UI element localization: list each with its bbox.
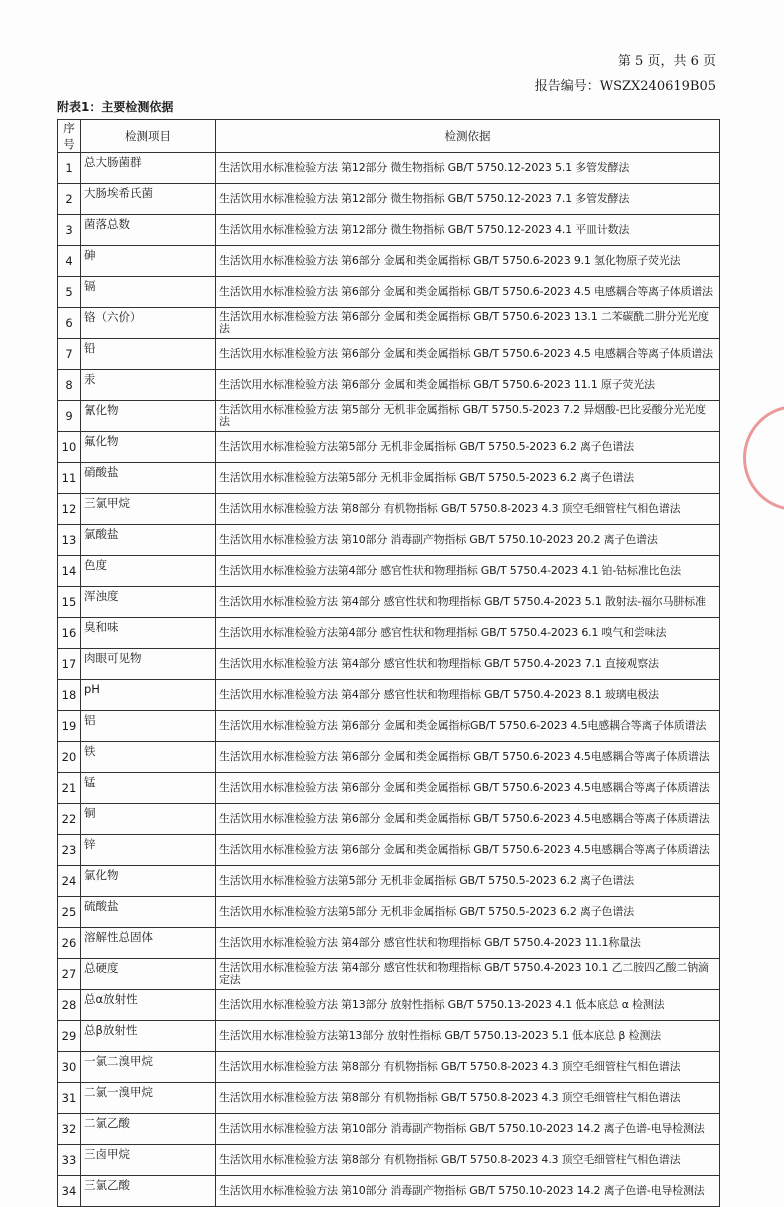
- table-row: [58, 432, 720, 463]
- row-number: 17: [58, 649, 81, 680]
- table-row: [58, 556, 720, 587]
- test-item: 氯化物: [81, 866, 216, 897]
- table-row: [58, 246, 720, 277]
- table-header-row: [58, 120, 720, 153]
- row-number: 7: [58, 339, 81, 370]
- test-item: 铬（六价）: [81, 308, 216, 339]
- test-item: pH: [81, 680, 216, 711]
- row-number: 1: [58, 153, 81, 184]
- test-basis: 生活饮用水标准检验方法第4部分 感官性状和物理指标 GB/T 5750.4-2023 6.1 嗅气和尝味法: [216, 618, 720, 649]
- test-item: 二氯乙酸: [81, 1114, 216, 1145]
- test-basis: 生活饮用水标准检验方法第5部分 无机非金属指标 GB/T 5750.5-2023 6.2 离子色谱法: [216, 897, 720, 928]
- table-row: [58, 339, 720, 370]
- table-row: [58, 494, 720, 525]
- table-row: [58, 618, 720, 649]
- test-basis: 生活饮用水标准检验方法 第4部分 感官性状和物理指标 GB/T 5750.4-2023 7.1 直接观察法: [216, 649, 720, 680]
- table-row: [58, 1145, 720, 1176]
- test-item: 氟化物: [81, 432, 216, 463]
- table-row: [58, 184, 720, 215]
- test-item: 氯酸盐: [81, 525, 216, 556]
- test-item: 镉: [81, 277, 216, 308]
- test-basis: 生活饮用水标准检验方法 第4部分 感官性状和物理指标 GB/T 5750.4-2023 11.1称量法: [216, 928, 720, 959]
- test-item: 总β放射性: [81, 1021, 216, 1052]
- row-number: 10: [58, 432, 81, 463]
- row-number: 13: [58, 525, 81, 556]
- test-basis: 生活饮用水标准检验方法第4部分 感官性状和物理指标 GB/T 5750.4-2023 4.1 铂-钴标准比色法: [216, 556, 720, 587]
- test-item: 浑浊度: [81, 587, 216, 618]
- table-row: [58, 1176, 720, 1207]
- test-basis: 生活饮用水标准检验方法 第4部分 感官性状和物理指标 GB/T 5750.4-2023 5.1 散射法-福尔马肼标准: [216, 587, 720, 618]
- table-row: [58, 1114, 720, 1145]
- row-number: 15: [58, 587, 81, 618]
- test-item: 铁: [81, 742, 216, 773]
- test-item: 总α放射性: [81, 990, 216, 1021]
- table-row: [58, 370, 720, 401]
- test-basis: 生活饮用水标准检验方法 第13部分 放射性指标 GB/T 5750.13-2023 4.1 低本底总 α 检测法: [216, 990, 720, 1021]
- row-number: 14: [58, 556, 81, 587]
- test-basis: 生活饮用水标准检验方法 第6部分 金属和类金属指标 GB/T 5750.6-2023 4.5电感耦合等离子体质谱法: [216, 773, 720, 804]
- test-item: 色度: [81, 556, 216, 587]
- test-basis: 生活饮用水标准检验方法 第8部分 有机物指标 GB/T 5750.8-2023 4.3 顶空毛细管柱气相色谱法: [216, 494, 720, 525]
- test-basis: 生活饮用水标准检验方法 第6部分 金属和类金属指标 GB/T 5750.6-2023 4.5电感耦合等离子体质谱法: [216, 835, 720, 866]
- report-number: 报告编号：WSZX240619B05: [534, 79, 716, 94]
- test-item: 三氯甲烷: [81, 494, 216, 525]
- test-item: 三卤甲烷: [81, 1145, 216, 1176]
- row-number: 25: [58, 897, 81, 928]
- test-item: 溶解性总固体: [81, 928, 216, 959]
- row-number: 5: [58, 277, 81, 308]
- table-row: [58, 401, 720, 432]
- row-number: 4: [58, 246, 81, 277]
- test-item: 一氯二溴甲烷: [81, 1052, 216, 1083]
- test-basis: 生活饮用水标准检验方法 第4部分 感官性状和物理指标 GB/T 5750.4-2023 10.1 乙二胺四乙酸二钠滴定法: [216, 959, 720, 990]
- seal-stamp-icon: [743, 405, 784, 511]
- table-row: [58, 835, 720, 866]
- row-number: 21: [58, 773, 81, 804]
- test-basis: 生活饮用水标准检验方法 第8部分 有机物指标 GB/T 5750.8-2023 4.3 顶空毛细管柱气相色谱法: [216, 1052, 720, 1083]
- row-number: 33: [58, 1145, 81, 1176]
- table-row: [58, 153, 720, 184]
- test-item: 硫酸盐: [81, 897, 216, 928]
- col-header-no: 序号: [58, 120, 81, 153]
- row-number: 24: [58, 866, 81, 897]
- row-number: 2: [58, 184, 81, 215]
- table-row: [58, 1021, 720, 1052]
- table-row: [58, 525, 720, 556]
- table-row: [58, 1052, 720, 1083]
- row-number: 31: [58, 1083, 81, 1114]
- table-title: 附表1：主要检测依据: [57, 100, 174, 114]
- table-row: [58, 680, 720, 711]
- test-basis: 生活饮用水标准检验方法 第8部分 有机物指标 GB/T 5750.8-2023 4.3 顶空毛细管柱气相色谱法: [216, 1145, 720, 1176]
- test-basis: 生活饮用水标准检验方法 第8部分 有机物指标 GB/T 5750.8-2023 4.3 顶空毛细管柱气相色谱法: [216, 1083, 720, 1114]
- table-row: [58, 742, 720, 773]
- test-item: 氰化物: [81, 401, 216, 432]
- test-item: 臭和味: [81, 618, 216, 649]
- row-number: 30: [58, 1052, 81, 1083]
- test-item: 锰: [81, 773, 216, 804]
- test-item: 二氯一溴甲烷: [81, 1083, 216, 1114]
- table-row: [58, 866, 720, 897]
- test-basis: 生活饮用水标准检验方法 第6部分 金属和类金属指标 GB/T 5750.6-2023 4.5 电感耦合等离子体质谱法: [216, 277, 720, 308]
- test-item: 大肠埃希氏菌: [81, 184, 216, 215]
- row-number: 29: [58, 1021, 81, 1052]
- test-basis: 生活饮用水标准检验方法 第6部分 金属和类金属指标 GB/T 5750.6-2023 9.1 氢化物原子荧光法: [216, 246, 720, 277]
- test-item: 铅: [81, 339, 216, 370]
- test-basis: 生活饮用水标准检验方法第5部分 无机非金属指标 GB/T 5750.5-2023 6.2 离子色谱法: [216, 432, 720, 463]
- row-number: 27: [58, 959, 81, 990]
- test-item: 三氯乙酸: [81, 1176, 216, 1207]
- table-row: [58, 711, 720, 742]
- test-basis: 生活饮用水标准检验方法 第6部分 金属和类金属指标 GB/T 5750.6-2023 4.5电感耦合等离子体质谱法: [216, 742, 720, 773]
- row-number: 3: [58, 215, 81, 246]
- row-number: 32: [58, 1114, 81, 1145]
- test-basis: 生活饮用水标准检验方法 第12部分 微生物指标 GB/T 5750.12-2023 7.1 多管发酵法: [216, 184, 720, 215]
- row-number: 22: [58, 804, 81, 835]
- test-basis: 生活饮用水标准检验方法 第6部分 金属和类金属指标 GB/T 5750.6-2023 13.1 二苯碳酰二肼分光光度法: [216, 308, 720, 339]
- test-basis: 生活饮用水标准检验方法第5部分 无机非金属指标 GB/T 5750.5-2023 6.2 离子色谱法: [216, 866, 720, 897]
- col-header-basis: 检测依据: [216, 120, 720, 153]
- test-item: 肉眼可见物: [81, 649, 216, 680]
- row-number: 12: [58, 494, 81, 525]
- row-number: 34: [58, 1176, 81, 1207]
- table-row: [58, 215, 720, 246]
- row-number: 19: [58, 711, 81, 742]
- table-row: [58, 773, 720, 804]
- row-number: 8: [58, 370, 81, 401]
- test-basis: 生活饮用水标准检验方法第13部分 放射性指标 GB/T 5750.13-2023 5.1 低本底总 β 检测法: [216, 1021, 720, 1052]
- test-basis: 生活饮用水标准检验方法第5部分 无机非金属指标 GB/T 5750.5-2023 6.2 离子色谱法: [216, 463, 720, 494]
- test-item: 总硬度: [81, 959, 216, 990]
- test-basis: 生活饮用水标准检验方法 第4部分 感官性状和物理指标 GB/T 5750.4-2023 8.1 玻璃电极法: [216, 680, 720, 711]
- test-item: 汞: [81, 370, 216, 401]
- test-item: 硝酸盐: [81, 463, 216, 494]
- test-basis: 生活饮用水标准检验方法 第10部分 消毒副产物指标 GB/T 5750.10-2023 14.2 离子色谱-电导检测法: [216, 1176, 720, 1207]
- table-row: [58, 308, 720, 339]
- row-number: 26: [58, 928, 81, 959]
- test-basis: 生活饮用水标准检验方法 第12部分 微生物指标 GB/T 5750.12-2023 5.1 多管发酵法: [216, 153, 720, 184]
- test-basis: 生活饮用水标准检验方法 第10部分 消毒副产物指标 GB/T 5750.10-2023 14.2 离子色谱-电导检测法: [216, 1114, 720, 1145]
- test-basis: 生活饮用水标准检验方法 第5部分 无机非金属指标 GB/T 5750.5-2023 7.2 异烟酸-巴比妥酸分光光度法: [216, 401, 720, 432]
- test-item: 铜: [81, 804, 216, 835]
- test-basis: 生活饮用水标准检验方法 第10部分 消毒副产物指标 GB/T 5750.10-2023 20.2 离子色谱法: [216, 525, 720, 556]
- test-basis: 生活饮用水标准检验方法 第6部分 金属和类金属指标 GB/T 5750.6-2023 11.1 原子荧光法: [216, 370, 720, 401]
- row-number: 18: [58, 680, 81, 711]
- row-number: 9: [58, 401, 81, 432]
- row-number: 11: [58, 463, 81, 494]
- table-row: [58, 804, 720, 835]
- test-item: 铝: [81, 711, 216, 742]
- row-number: 28: [58, 990, 81, 1021]
- test-item: 总大肠菌群: [81, 153, 216, 184]
- table-row: [58, 277, 720, 308]
- row-number: 6: [58, 308, 81, 339]
- table-row: [58, 1083, 720, 1114]
- table-row: [58, 463, 720, 494]
- table-row: [58, 649, 720, 680]
- row-number: 20: [58, 742, 81, 773]
- test-basis: 生活饮用水标准检验方法 第6部分 金属和类金属指标GB/T 5750.6-2023 4.5电感耦合等离子体质谱法: [216, 711, 720, 742]
- col-header-item: 检测项目: [81, 120, 216, 153]
- test-item: 锌: [81, 835, 216, 866]
- test-item: 砷: [81, 246, 216, 277]
- table-row: [58, 959, 720, 990]
- test-basis: 生活饮用水标准检验方法 第12部分 微生物指标 GB/T 5750.12-2023 4.1 平皿计数法: [216, 215, 720, 246]
- test-basis: 生活饮用水标准检验方法 第6部分 金属和类金属指标 GB/T 5750.6-2023 4.5电感耦合等离子体质谱法: [216, 804, 720, 835]
- test-basis: 生活饮用水标准检验方法 第6部分 金属和类金属指标 GB/T 5750.6-2023 4.5 电感耦合等离子体质谱法: [216, 339, 720, 370]
- test-item: 菌落总数: [81, 215, 216, 246]
- row-number: 16: [58, 618, 81, 649]
- table-row: [58, 587, 720, 618]
- table-body: [58, 153, 720, 1207]
- row-number: 23: [58, 835, 81, 866]
- table-row: [58, 928, 720, 959]
- table-row: [58, 990, 720, 1021]
- page-number: 第 5 页，共 6 页: [617, 54, 716, 69]
- table-row: [58, 897, 720, 928]
- basis-table: [57, 119, 720, 1207]
